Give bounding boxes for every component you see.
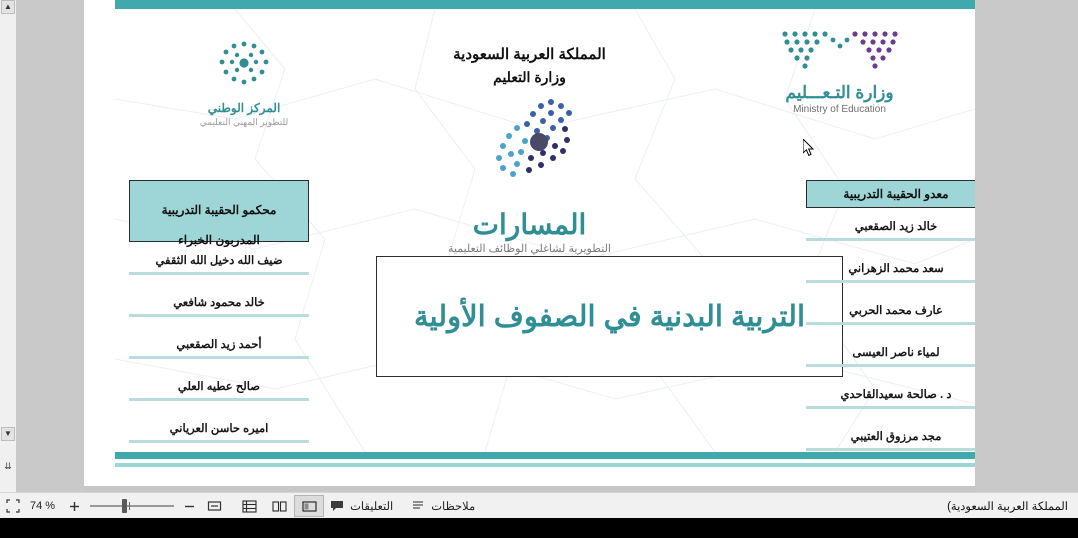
slide-title-box[interactable]	[376, 256, 843, 377]
authors-header: معدو الحقيبة التدريبية	[806, 180, 975, 208]
zoom-in-button[interactable]	[63, 493, 86, 519]
comment-icon	[330, 500, 344, 512]
ministry-line: وزارة التعليم	[493, 69, 566, 85]
vertical-scrollbar[interactable]	[0, 0, 17, 492]
view-buttons	[234, 495, 324, 517]
reading-view-icon	[272, 500, 287, 513]
comments-label: التعليقات	[350, 501, 394, 513]
scroll-up-button[interactable]: ▲	[1, 0, 15, 14]
notes-button[interactable]	[405, 493, 487, 519]
ministry-of-education-logo	[775, 28, 905, 76]
language-status[interactable]: المملكة العربية السعودية)	[947, 501, 1068, 513]
list-item: صالح عطيه العلي	[129, 376, 309, 401]
national-center-name: المركز الوطني	[207, 101, 281, 115]
reviewers-header	[129, 180, 309, 247]
comments-button[interactable]	[324, 493, 405, 519]
ministry-name-arabic: وزارة التـعـــليم	[785, 83, 894, 102]
status-bar	[0, 492, 1078, 519]
list-item: اميره حاسن العرياني	[129, 418, 309, 443]
zoom-slider-tick	[129, 502, 130, 510]
fit-slide-button[interactable]	[0, 493, 26, 519]
zoom-slider-handle[interactable]	[122, 499, 127, 513]
zoom-level-label: 74 %	[30, 500, 56, 512]
next-slide-button[interactable]: ⇊	[4, 461, 12, 471]
reviewers-column	[129, 180, 309, 460]
zoom-out-button[interactable]	[178, 493, 201, 519]
workspace-gutter-left	[16, 0, 84, 492]
masarat-subtitle: التطويرية لشاغلي الوظائف التعليمية	[448, 243, 611, 255]
list-item: خالد محمود شافعي	[129, 292, 309, 317]
notes-icon	[411, 500, 425, 512]
slide-canvas[interactable]	[84, 0, 975, 486]
list-item: ضيف الله دخيل الله الثقفي	[129, 250, 309, 275]
national-center-dots-logo	[204, 36, 284, 92]
ministry-name-english: Ministry of Education	[793, 104, 886, 115]
zoom-out-icon	[184, 501, 195, 512]
slide-top-band	[115, 0, 975, 9]
slide-title-text: التربية البدنية في الصفوف الأولية	[414, 300, 806, 333]
masarat-eye-logo	[455, 96, 605, 201]
list-item: خالد زيد الصقعبي	[806, 216, 975, 241]
reviewers-header-line2: المدربون الخبراء	[178, 233, 260, 247]
screen-footer	[0, 518, 1078, 538]
slide-sorter-view-button[interactable]	[234, 495, 264, 517]
list-item: د . صالحة سعيدالقاحدي	[806, 384, 975, 409]
fit-to-window-button[interactable]	[201, 493, 228, 519]
zoom-slider-track	[90, 505, 174, 507]
fit-slide-to-window-icon	[6, 499, 20, 513]
reviewers-header-line1: محكمو الحقيبة التدريبية	[161, 203, 277, 217]
authors-column	[806, 180, 975, 468]
reading-view-button[interactable]	[264, 495, 294, 517]
fit-window-icon	[207, 499, 222, 513]
country-line: المملكة العربية السعودية	[453, 46, 606, 63]
workspace-gutter-right	[975, 0, 1078, 492]
list-item: مجد مرزوق العتيبي	[806, 426, 975, 451]
scroll-down-button[interactable]: ▼	[1, 427, 15, 441]
list-item: لمياء ناصر العيسى	[806, 342, 975, 367]
list-item: سعد محمد الزهراني	[806, 258, 975, 283]
list-item: أحمد زيد الصقعبي	[129, 334, 309, 359]
national-center-subtitle: للتطوير المهني التعليمي	[199, 117, 289, 127]
slide-sorter-icon	[242, 500, 257, 513]
list-item: عارف محمد الحربي	[806, 300, 975, 325]
normal-view-button[interactable]	[294, 495, 324, 517]
normal-view-icon	[302, 500, 317, 513]
zoom-in-icon	[69, 501, 80, 512]
notes-label: ملاحظات	[431, 501, 476, 513]
zoom-slider[interactable]	[86, 493, 178, 519]
masarat-title: المسارات	[472, 209, 587, 240]
